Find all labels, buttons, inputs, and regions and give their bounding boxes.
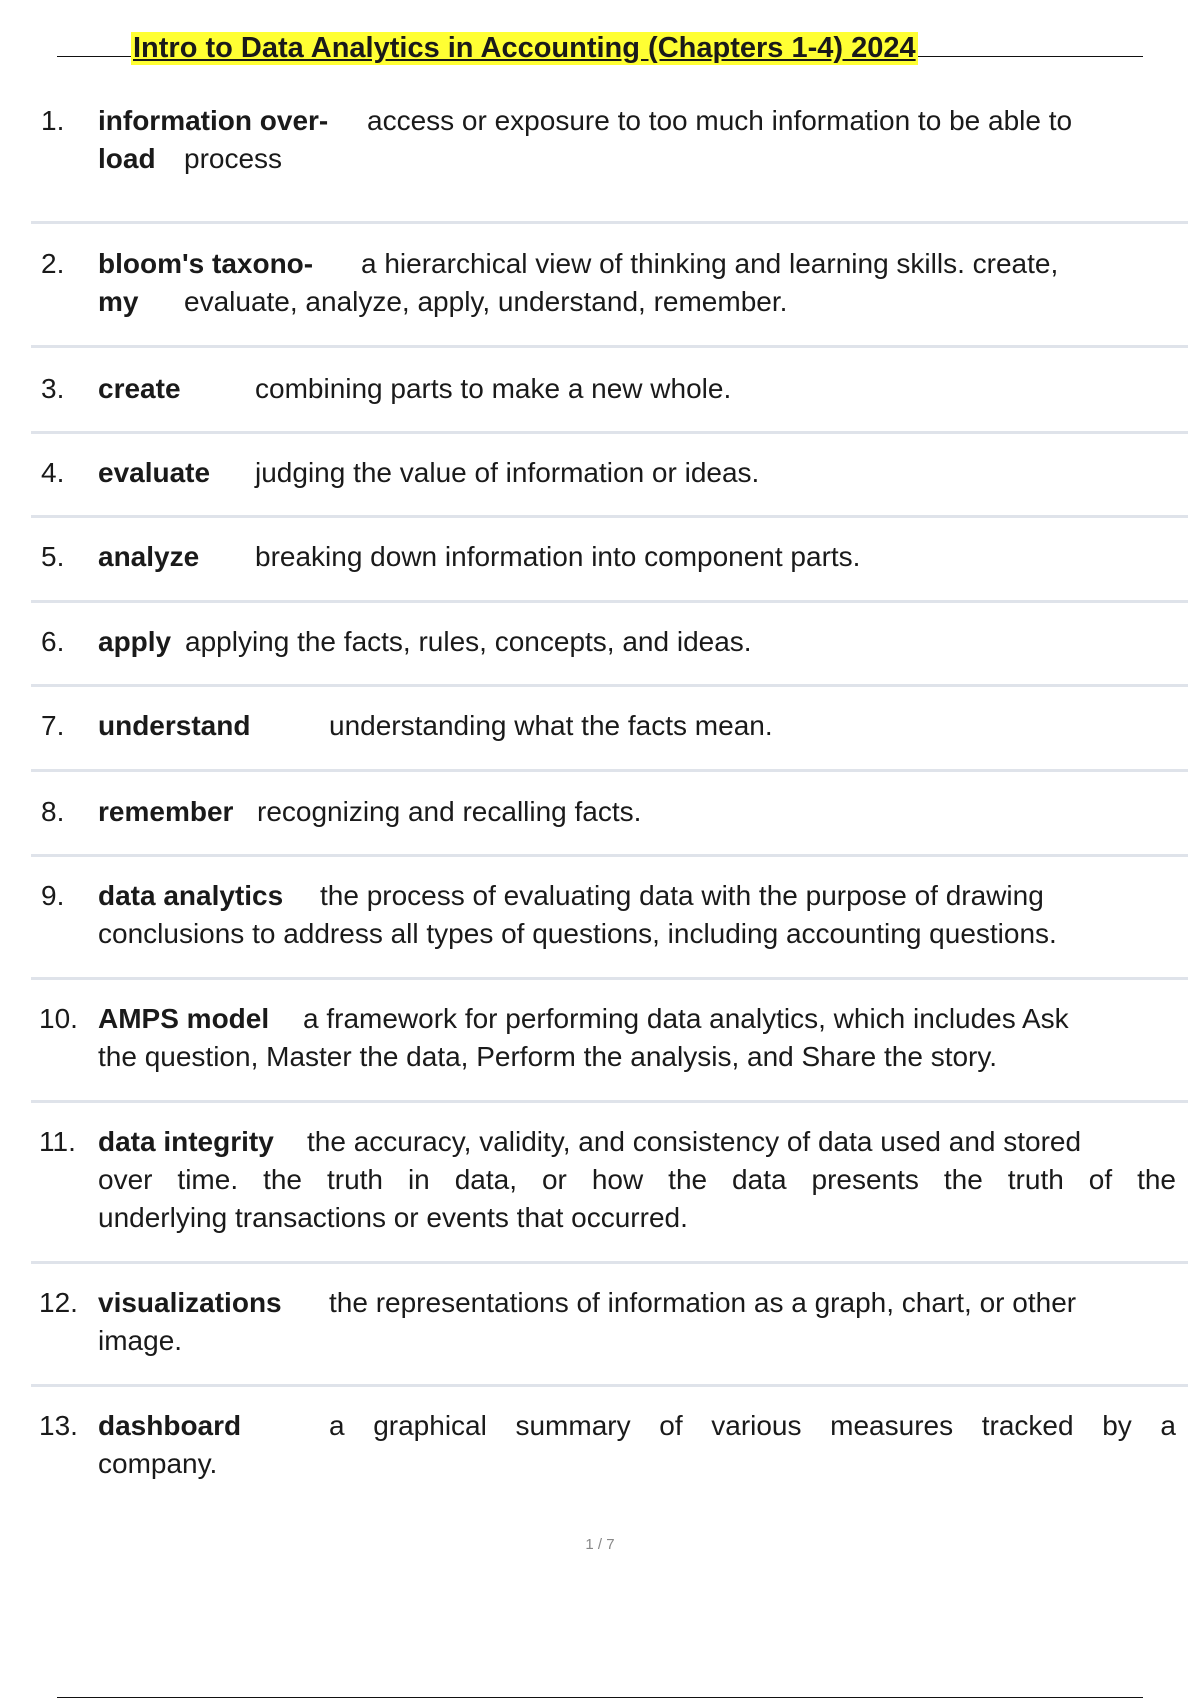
list-item: [31, 687, 1188, 772]
item-term: data analytics: [98, 880, 284, 911]
item-number: 4.: [41, 457, 65, 488]
item-term: apply: [98, 626, 172, 657]
item-number: 7.: [41, 710, 65, 741]
list-item: [31, 224, 1188, 348]
item-term: evaluate: [98, 457, 211, 488]
list-item: [31, 434, 1188, 518]
item-definition-continued: underlying transactions or events that occurred.: [98, 1202, 688, 1233]
item-term: understand: [98, 710, 251, 741]
item-definition: the representations of information as a graph, chart, or other: [329, 1287, 1077, 1318]
list-item: [31, 518, 1188, 603]
item-number: 1.: [41, 105, 65, 136]
item-term: visualizations: [98, 1287, 282, 1318]
item-definition-continued: [184, 140, 282, 178]
definition-line: access or exposure to too much information to be able to: [367, 105, 1073, 136]
item-number: 8.: [41, 796, 65, 827]
item-term: remember: [98, 796, 234, 827]
item-number: 9.: [41, 880, 65, 911]
item-term: create: [98, 373, 181, 404]
item-definition-continued: the question, Master the data, Perform the analysis, and Share the story.: [98, 1041, 998, 1072]
item-definition: combining parts to make a new whole.: [255, 373, 732, 404]
list-item: [31, 603, 1188, 687]
list-item: [31, 1387, 1188, 1507]
item-definition: understanding what the facts mean.: [329, 710, 773, 741]
item-number: 11.: [39, 1126, 76, 1157]
list-item: [31, 348, 1188, 434]
item-definition-continued: [184, 283, 787, 321]
item-number: 10.: [39, 1003, 78, 1034]
item-definition-continued: company.: [98, 1448, 218, 1479]
item-number: 5.: [41, 541, 65, 572]
list-item: [31, 102, 1188, 224]
item-definition: [361, 245, 1058, 283]
item-number: 3.: [41, 373, 65, 404]
item-term: data integrity: [98, 1126, 274, 1157]
definition-line: evaluate, analyze, apply, understand, remember.: [184, 286, 788, 317]
item-definition: the process of evaluating data with the purpose of drawing: [320, 880, 1044, 911]
item-definition: a graphical summary of various measures tracked by a: [329, 1410, 1176, 1441]
list-item: [31, 857, 1188, 980]
item-number: 6.: [41, 626, 65, 657]
item-term: analyze: [98, 541, 200, 572]
item-term: dashboard: [98, 1410, 242, 1441]
bottom-rule: [57, 1697, 1143, 1698]
item-definition: judging the value of information or ideas.: [255, 457, 760, 488]
item-number: 2.: [41, 248, 65, 279]
definition-line: process: [184, 143, 283, 174]
flashcard-list: [31, 102, 1188, 1507]
item-definition-continued: over time. the truth in data, or how the data presents the truth of the: [98, 1164, 1176, 1195]
item-definition-continued: conclusions to address all types of questions, including accounting questions.: [98, 918, 1057, 949]
item-number: 13.: [39, 1410, 78, 1441]
term-line: information over-: [98, 105, 329, 136]
title-area: [57, 32, 1143, 64]
item-definition: a framework for performing data analytics, which includes Ask: [303, 1003, 1069, 1034]
item-definition: recognizing and recalling facts.: [257, 796, 642, 827]
page-title: Intro to Data Analytics in Accounting (Chapters 1-4) 2024: [133, 32, 916, 64]
list-item: [31, 1103, 1188, 1264]
item-definition: breaking down information into component parts.: [255, 541, 861, 572]
definition-line: a hierarchical view of thinking and learning skills. create,: [361, 248, 1059, 279]
term-line: bloom's taxono-: [98, 248, 314, 279]
item-definition: applying the facts, rules, concepts, and ideas.: [185, 626, 752, 657]
list-item: [31, 1264, 1188, 1387]
item-term: AMPS model: [98, 1003, 270, 1034]
item-definition: the accuracy, validity, and consistency of data used and stored: [307, 1126, 1082, 1157]
item-number: 12.: [39, 1287, 78, 1318]
item-definition-continued: image.: [98, 1325, 183, 1356]
list-item: [31, 980, 1188, 1103]
term-line: my: [98, 286, 139, 317]
page-indicator: 1 / 7: [585, 1536, 615, 1553]
list-item: [31, 772, 1188, 857]
term-line: load: [98, 143, 156, 174]
item-definition: [367, 102, 1176, 140]
